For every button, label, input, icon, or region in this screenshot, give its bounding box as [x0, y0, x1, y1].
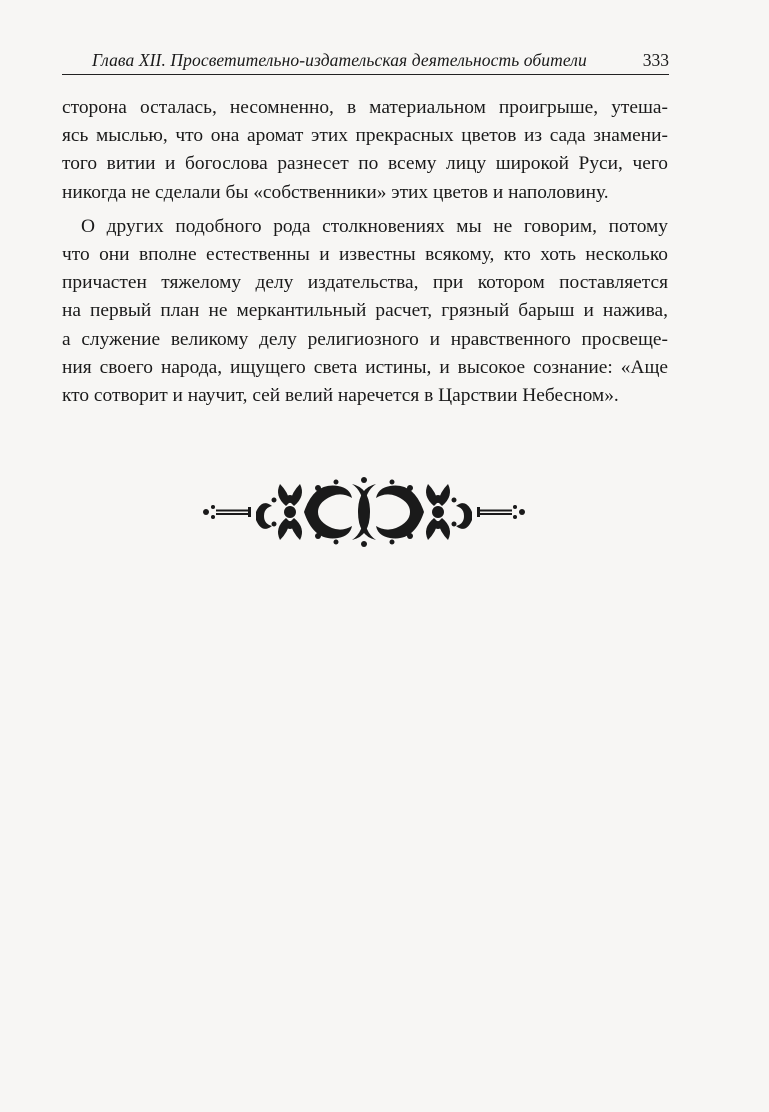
text-line: никогда не сделали бы «собственники» этих цветов и наполовину.	[62, 181, 609, 203]
running-header	[62, 44, 669, 75]
text-line: на первый план не меркантильный расчет, грязный барыш и нажива,	[62, 300, 668, 322]
paragraph-1	[62, 94, 668, 207]
text-line: О других подобного рода столкновениях мы не говорим, потому	[81, 215, 668, 237]
text-line: что они вполне естественны и известны всякому, кто хоть несколько	[62, 244, 668, 266]
running-title: Глава XII. Просветительно-издательская деятельность обители	[92, 50, 587, 70]
text-line: сторона осталась, несомненно, в материальном проигрыше, утеша-	[62, 97, 668, 118]
text-line: ния своего народа, ищущего света истины, и высокое сознание: «Аще	[62, 356, 668, 378]
text-line: а служение великому делу религиозного и нравственного просвеще-	[62, 328, 668, 350]
body-text	[62, 94, 668, 410]
paragraph-2	[62, 213, 668, 410]
text-line: причастен тяжелому делу издательства, при котором поставляется	[62, 272, 668, 294]
page-number: 333	[642, 50, 669, 70]
text-line: кто сотворит и научит, сей велий наречется в Царствии Небесном».	[62, 385, 619, 407]
text-line: ясь мыслью, что она аромат этих прекрасных цветов из сада знамени-	[62, 125, 668, 147]
floral-ornament-icon	[200, 474, 528, 550]
text-line: того витии и богослова разнесет по всему лицу широкой Руси, чего	[62, 153, 668, 175]
